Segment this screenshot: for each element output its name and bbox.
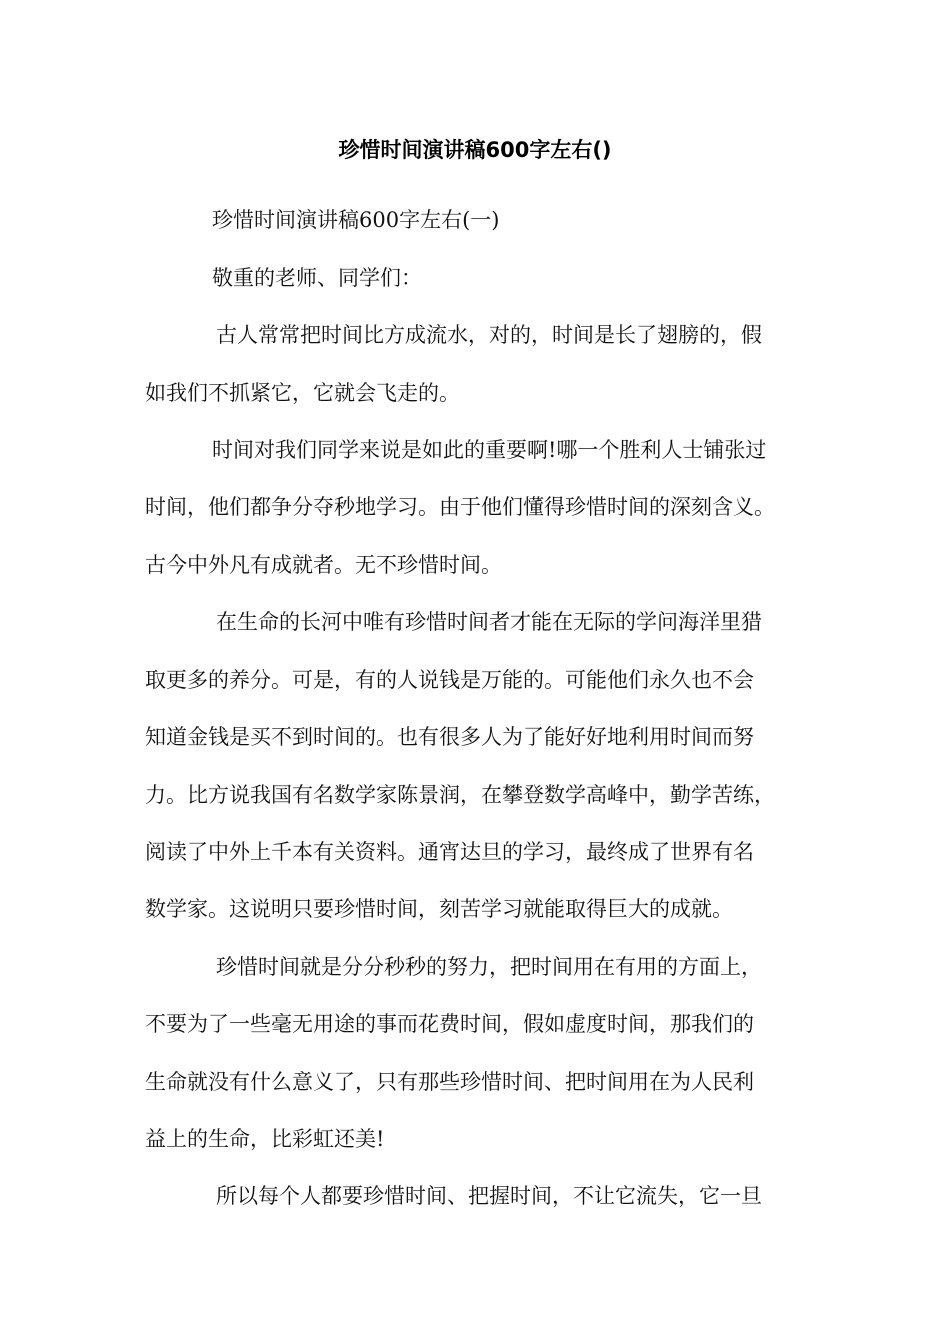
paragraph-line: 珍惜时间就是分分秒秒的努力，把时间用在有用的方面上， xyxy=(216,955,762,979)
paragraph-line: 时间，他们都争分夺秒地学习。由于他们懂得珍惜时间的深刻含义。 xyxy=(145,495,775,519)
paragraph-line: 数学家。这说明只要珍惜时间，刻苦学习就能取得巨大的成就。 xyxy=(145,897,733,921)
paragraph-line: 生命就没有什么意义了，只有那些珍惜时间、把时间用在为人民利 xyxy=(145,1070,754,1094)
paragraph-line: 力。比方说我国有名数学家陈景润，在攀登数学高峰中，勤学苦练， xyxy=(145,783,775,807)
paragraph-line: 益上的生命，比彩虹还美! xyxy=(145,1127,385,1151)
paragraph-line: 所以每个人都要珍惜时间、把握时间，不让它流失，它一旦 xyxy=(216,1184,762,1208)
paragraph-line: 取更多的养分。可是，有的人说钱是万能的。可能他们永久也不会 xyxy=(145,668,754,692)
paragraph-line: 如我们不抓紧它，它就会飞走的。 xyxy=(145,381,460,405)
greeting-line: 敬重的老师、同学们： xyxy=(212,266,422,290)
paragraph-line: 时间对我们同学来说是如此的重要啊!哪一个胜利人士铺张过 xyxy=(212,438,767,462)
paragraph-line: 在生命的长河中唯有珍惜时间者才能在无际的学问海洋里猎 xyxy=(216,610,762,634)
paragraph-line: 古今中外凡有成就者。无不珍惜时间。 xyxy=(145,553,502,577)
document-title: 珍惜时间演讲稿600字左右() xyxy=(338,138,612,162)
paragraph-line: 不要为了一些毫无用途的事而花费时间，假如虚度时间，那我们的 xyxy=(145,1012,754,1036)
paragraph-line: 阅读了中外上千本有关资料。通宵达旦的学习，最终成了世界有名 xyxy=(145,840,754,864)
subtitle-line: 珍惜时间演讲稿600字左右(一) xyxy=(212,208,500,232)
paragraph-line: 古人常常把时间比方成流水，对的，时间是长了翅膀的，假 xyxy=(216,323,762,347)
paragraph-line: 知道金钱是买不到时间的。也有很多人为了能好好地利用时间而努 xyxy=(145,725,754,749)
